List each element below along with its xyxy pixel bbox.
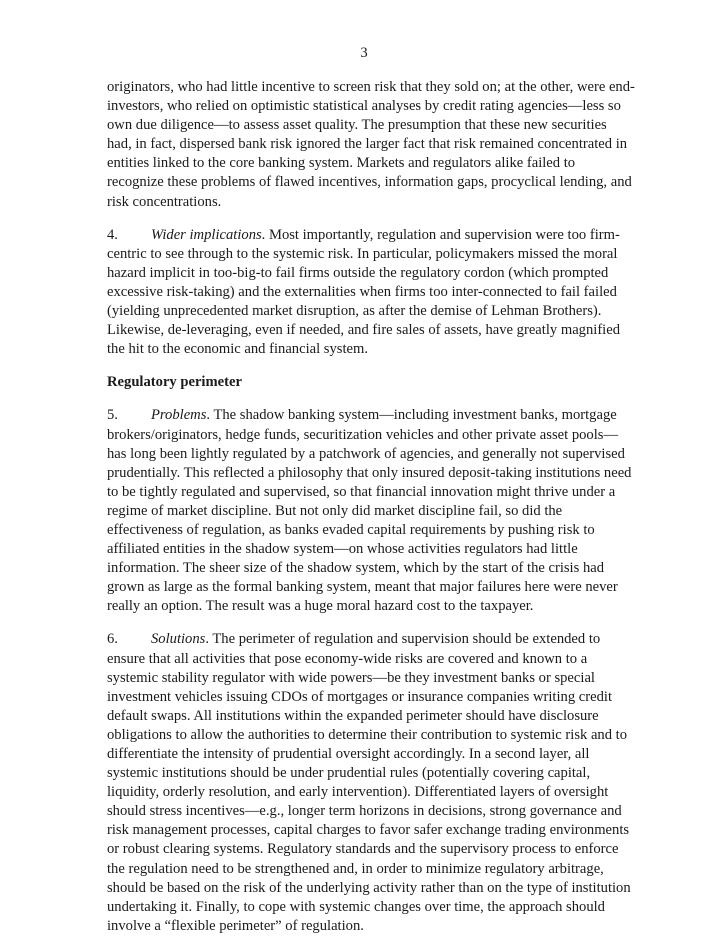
section-heading: Regulatory perimeter bbox=[107, 374, 242, 391]
document-body bbox=[107, 78, 635, 950]
paragraph-4 bbox=[107, 226, 635, 360]
paragraph-title: Problems bbox=[151, 407, 207, 424]
page-number: 3 bbox=[360, 45, 368, 61]
paragraph-body: . Most importantly, regulation and supervision were too firm-centric to see through to the systemic risk. In particular, policymakers missed the moral hazard implicit in too-big-to fail firms outside the regulatory cordon (which prompted excessive risk-taking) and the externalities when firms too inter-connected to fail failed (yielding unprecedented market disruption, as after the demise of Lehman Brothers). Likewise, de-leveraging, even if needed, and fire sales of assets, have greatly magnified the hit to the economic and financial system. bbox=[107, 226, 621, 358]
paragraph-continuation: originators, who had little incentive to screen risk that they sold on; at the other, were end-investors, who relied on optimistic statistical analyses by credit rating agencies—less so own due diligence—to assess asset quality. The presumption that these new securities had, in fact, dispersed bank risk ignored the larger fact that risk remained concentrated in entities linked to the core banking system. Markets and regulators alike failed to recognize these problems of flawed incentives, information gaps, procyclical lending, and risk concentrations. bbox=[107, 79, 635, 210]
paragraph-body: . The shadow banking system—including investment banks, mortgage brokers/originators, hedge funds, securitization vehicles and other private asset pools—has long been lightly regulated by a patchwork of agencies, and generally not supervised prudentially. This reflected a philosophy that only insured deposit-taking institutions need to be tightly regulated and supervised, so that financial innovation might thrive under a regime of market discipline. But not only did market discipline fail, so did the effectiveness of regulation, as banks evaded capital requirements by pushing risk to affiliated entities in the shadow system—on whose activities regulators had little information. The sheer size of the shadow system, which by the start of the crisis had grown as large as the formal banking system, meant that major failures here were never really an option. The result was a huge moral hazard cost to the taxpayer. bbox=[107, 407, 632, 615]
paragraph-number: 6. bbox=[107, 631, 118, 648]
paragraph-5 bbox=[107, 406, 635, 616]
paragraph-6 bbox=[107, 630, 635, 936]
paragraph-number: 4. bbox=[107, 226, 118, 243]
paragraph-number: 5. bbox=[107, 407, 118, 424]
paragraph-title: Wider implications bbox=[151, 226, 262, 243]
paragraph-body: . The perimeter of regulation and supervision should be extended to ensure that all activities that pose economy-wide risks are covered and known to a systemic stability regulator with wide powers—be they investment banks or special investment vehicles issuing CDOs of mortgages or insurance companies writing credit default swaps. All institutions within the expanded perimeter should have disclosure obligations to allow the authorities to determine their contribution to systemic risk and to differentiate the intensity of prudential oversight accordingly. In a second layer, all systemic institutions should be under prudential rules (potentially covering capital, liquidity, orderly resolution, and early intervention). Differentiated layers of oversight should stress incentives—e.g., longer term horizons in decisions, strong governance and risk management processes, capital charges to favor safer exchange trading environments or robust clearing systems. Regulatory standards and the supervisory process to enforce the regulation need to be strengthened and, in order to minimize regulatory arbitrage, should be based on the risk of the underlying activity rather than on the type of institution undertaking it. Finally, to cope with systemic changes over time, the approach should involve a “flexible perimeter” of regulation. bbox=[107, 631, 631, 934]
paragraph-title: Solutions bbox=[151, 631, 206, 648]
